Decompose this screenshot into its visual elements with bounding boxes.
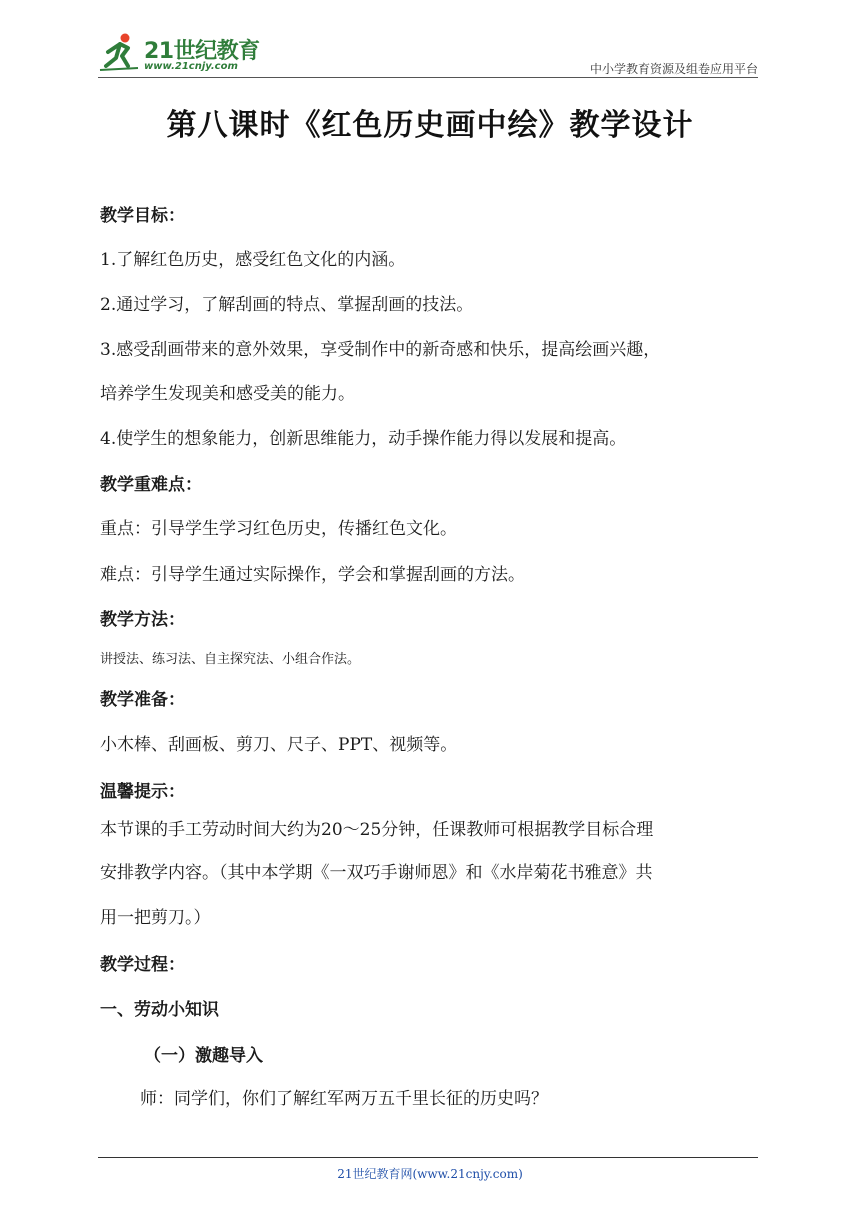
key-point: 重点：引导学生学习红色历史，传播红色文化。	[100, 519, 457, 539]
runner-logo-icon	[98, 32, 140, 72]
part-one-heading: 一、劳动小知识	[100, 1000, 219, 1020]
preparation-text: 小木棒、刮画板、剪刀、尺子、PPT、视频等。	[100, 735, 458, 755]
logo-url: www.21cnjy.com	[144, 61, 238, 72]
objective-item: 1.了解红色历史，感受红色文化的内涵。	[100, 250, 406, 270]
key-points-heading: 教学重难点：	[100, 475, 202, 495]
footer-divider	[98, 1157, 758, 1158]
objective-item: 3.感受刮画带来的意外效果，享受制作中的新奇感和快乐，提高绘画兴趣，	[100, 340, 661, 360]
page-title: 第八课时《红色历史画中绘》教学设计	[166, 108, 694, 143]
tips-text: 本节课的手工劳动时间大约为20～25分钟，任课教师可根据教学目标合理	[100, 820, 654, 840]
page-header	[98, 30, 758, 80]
methods-heading: 教学方法：	[100, 610, 185, 630]
page-footer: 21世纪教育网(www.21cnjy.com)	[337, 1167, 523, 1181]
difficult-point: 难点：引导学生通过实际操作，学会和掌握刮画的方法。	[100, 565, 525, 585]
process-heading: 教学过程：	[100, 955, 185, 975]
tips-heading: 温馨提示：	[100, 782, 185, 802]
objective-item: 4.使学生的想象能力，创新思维能力，动手操作能力得以发展和提高。	[100, 429, 627, 449]
tips-text: 安排教学内容。（其中本学期《一双巧手谢师恩》和《水岸菊花书雅意》共	[100, 863, 653, 883]
objective-item: 培养学生发现美和感受美的能力。	[100, 384, 355, 404]
logo-text: 21世纪教育	[144, 39, 260, 64]
tips-text: 用一把剪刀。）	[100, 908, 211, 928]
platform-label: 中小学教育资源及组卷应用平台	[589, 62, 758, 76]
part-one-subheading: （一）激趣导入	[144, 1046, 263, 1066]
header-divider	[98, 77, 758, 78]
methods-text: 讲授法、练习法、自主探究法、小组合作法。	[100, 652, 361, 667]
preparation-heading: 教学准备：	[100, 690, 185, 710]
objective-item: 2.通过学习，了解刮画的特点、掌握刮画的技法。	[100, 295, 474, 315]
logo	[98, 30, 268, 78]
teacher-line: 师：同学们，你们了解红军两万五千里长征的历史吗？	[140, 1089, 548, 1109]
objectives-heading: 教学目标：	[100, 206, 185, 226]
